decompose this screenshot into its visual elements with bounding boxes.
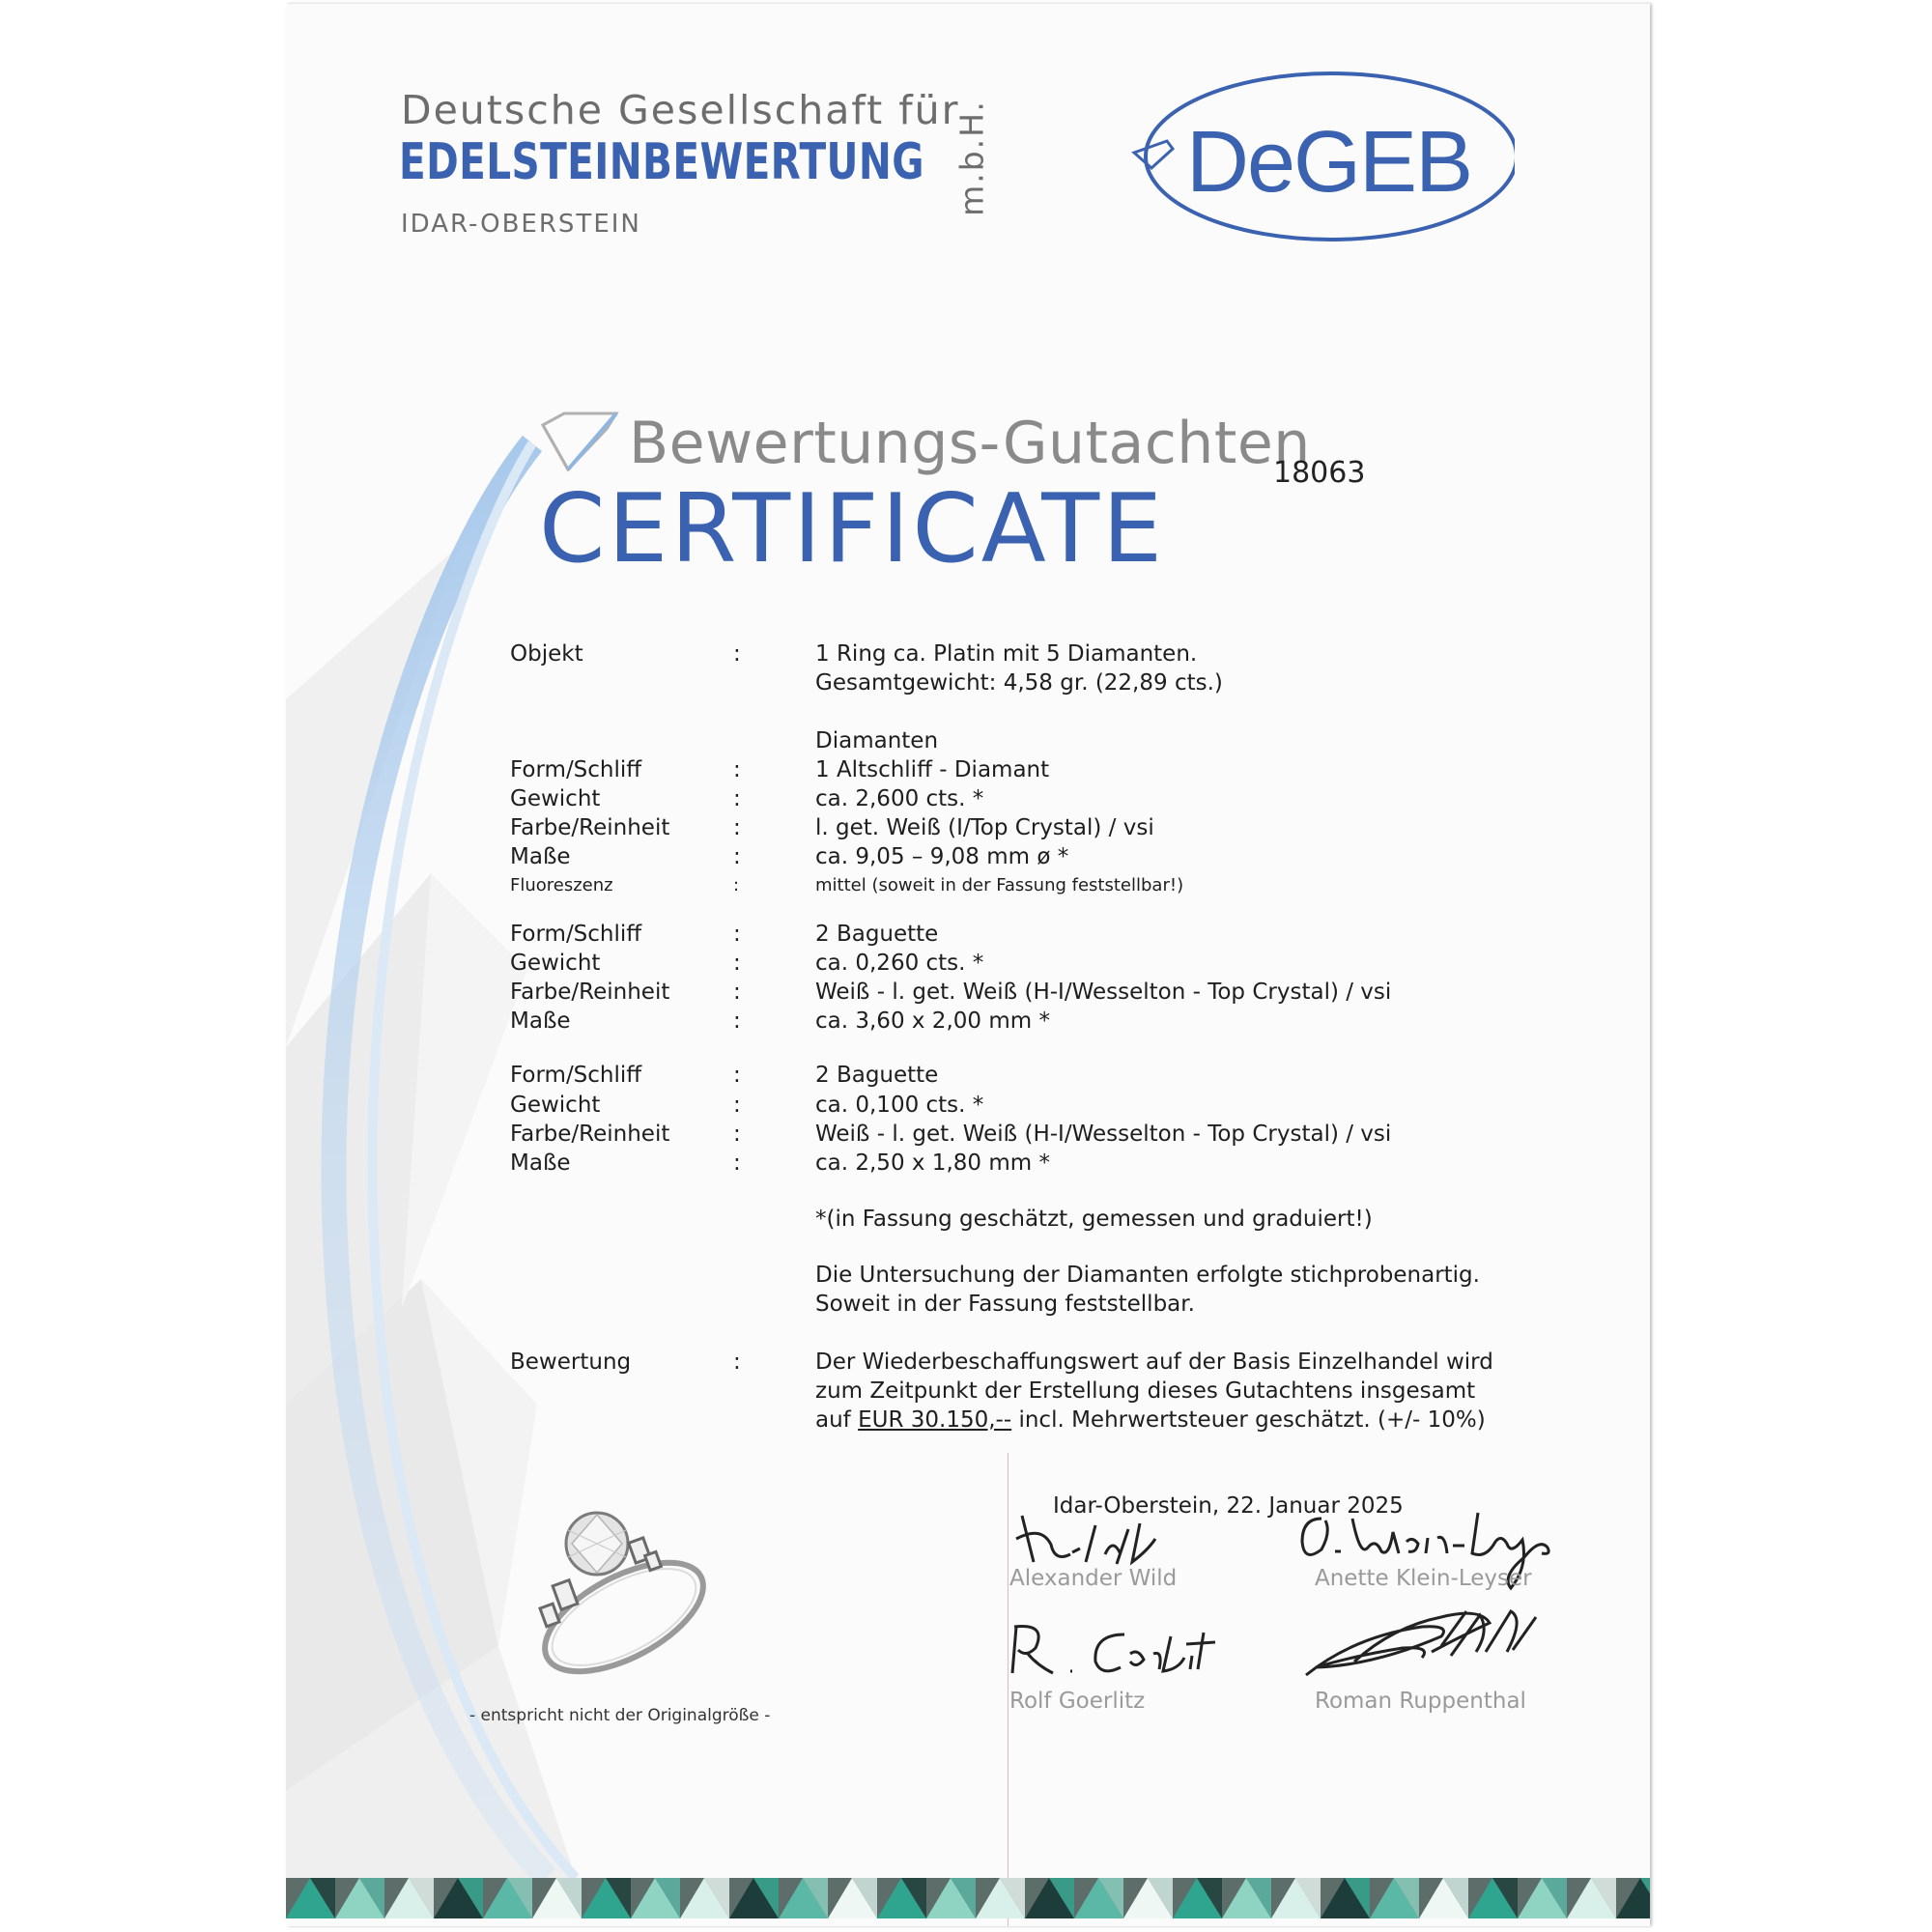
colon: : [733, 1350, 741, 1375]
colon: : [733, 922, 741, 947]
stone1-fluorescence-value: mittel (soweit in der Fassung feststellbar!) [815, 875, 1184, 895]
valuation-suffix: incl. Mehrwertsteuer geschätzt. (+/- 10%) [1011, 1407, 1486, 1433]
colon: : [733, 815, 741, 840]
signatory-name: Anette Klein-Leyser [1315, 1566, 1532, 1591]
signature-alexander-wild [1012, 1506, 1186, 1574]
company-name-line2: EDELSTEINBEWERTUNG [399, 133, 924, 191]
stone3-size-value: ca. 2,50 x 1,80 mm * [815, 1151, 1050, 1176]
signatory-name: Alexander Wild [1009, 1566, 1178, 1591]
estimate-note: *(in Fassung geschätzt, gemessen und graduiert!) [815, 1207, 1373, 1232]
valuation-prefix: auf [815, 1407, 859, 1433]
title-english: CERTIFICATE [539, 474, 1165, 584]
object-line1: 1 Ring ca. Platin mit 5 Diamanten. [815, 641, 1198, 667]
stone2-color-label: Farbe/Reinheit [510, 980, 670, 1005]
stone1-color-value: l. get. Weiß (I/Top Crystal) / vsi [815, 815, 1154, 840]
sample-note-line2: Soweit in der Fassung feststellbar. [815, 1292, 1195, 1317]
valuation-line1: Der Wiederbeschaffungswert auf der Basis Einzelhandel wird [815, 1350, 1493, 1375]
stone1-size-label: Maße [510, 844, 571, 869]
object-label: Objekt [510, 641, 583, 667]
colon: : [733, 1122, 741, 1147]
degeb-logo [1128, 68, 1515, 246]
colon: : [733, 951, 741, 976]
title-german: Bewertungs-Gutachten [629, 410, 1311, 477]
valuation-line3 [815, 1407, 1486, 1433]
diamonds-heading: Diamanten [815, 728, 939, 753]
stone2-size-label: Maße [510, 1009, 571, 1034]
signatory-name: Roman Ruppenthal [1315, 1689, 1526, 1714]
colon: : [733, 1151, 741, 1176]
stone2-size-value: ca. 3,60 x 2,00 mm * [815, 1009, 1050, 1034]
colon: : [733, 1009, 741, 1034]
stone1-weight-label: Gewicht [510, 786, 601, 811]
logo-text: DeGEB [1186, 114, 1472, 211]
stone1-size-value: ca. 9,05 – 9,08 mm ø * [815, 844, 1069, 869]
stone1-form-label: Form/Schliff [510, 757, 642, 782]
colon: : [733, 641, 741, 667]
stone2-form-label: Form/Schliff [510, 922, 642, 947]
stone1-fluorescence-label: Fluoreszenz [510, 875, 613, 895]
colon: : [733, 1063, 741, 1088]
stone3-size-label: Maße [510, 1151, 571, 1176]
company-suffix: m.b.H. [952, 99, 991, 216]
stone1-weight-value: ca. 2,600 cts. * [815, 786, 984, 811]
signature-roman-ruppenthal [1296, 1598, 1548, 1694]
stone3-color-value: Weiß - l. get. Weiß (H-I/Wesselton - Top Crystal) / vsi [815, 1122, 1392, 1147]
colon: : [733, 875, 740, 895]
colon: : [733, 844, 741, 869]
valuation-amount: EUR 30.150,-- [858, 1407, 1012, 1433]
diamond-outline-icon [539, 408, 626, 475]
sample-note-line1: Die Untersuchung der Diamanten erfolgte stichprobenartig. [815, 1263, 1480, 1288]
stone2-color-value: Weiß - l. get. Weiß (H-I/Wesselton - Top Crystal) / vsi [815, 980, 1392, 1005]
stone3-form-value: 2 Baguette [815, 1063, 939, 1088]
security-border-strip [286, 1878, 1650, 1918]
signatory-name: Rolf Goerlitz [1009, 1689, 1146, 1714]
object-line2: Gesamtgewicht: 4,58 gr. (22,89 cts.) [815, 670, 1223, 696]
stone1-form-value: 1 Altschliff - Diamant [815, 757, 1050, 782]
image-caption: - entspricht nicht der Originalgröße - [469, 1706, 771, 1725]
valuation-label: Bewertung [510, 1350, 632, 1375]
stone3-color-label: Farbe/Reinheit [510, 1122, 670, 1147]
stone2-weight-label: Gewicht [510, 951, 601, 976]
stone2-weight-value: ca. 0,260 cts. * [815, 951, 984, 976]
certificate-page [286, 4, 1650, 1926]
colon: : [733, 757, 741, 782]
company-city: IDAR-OBERSTEIN [401, 210, 641, 239]
company-name-line1: Deutsche Gesellschaft für [401, 87, 960, 133]
colon: : [733, 786, 741, 811]
colon: : [733, 980, 741, 1005]
valuation-line2: zum Zeitpunkt der Erstellung dieses Gutachtens insgesamt [815, 1378, 1476, 1404]
place-date: Idar-Oberstein, 22. Januar 2025 [1053, 1493, 1404, 1519]
stone3-weight-label: Gewicht [510, 1093, 601, 1118]
diamond-icon [1134, 141, 1173, 168]
ring-photo [518, 1501, 721, 1685]
stone3-form-label: Form/Schliff [510, 1063, 642, 1088]
certificate-number: 18063 [1273, 456, 1366, 490]
stone1-color-label: Farbe/Reinheit [510, 815, 670, 840]
stone3-weight-value: ca. 0,100 cts. * [815, 1093, 984, 1118]
colon: : [733, 1093, 741, 1118]
stone2-form-value: 2 Baguette [815, 922, 939, 947]
